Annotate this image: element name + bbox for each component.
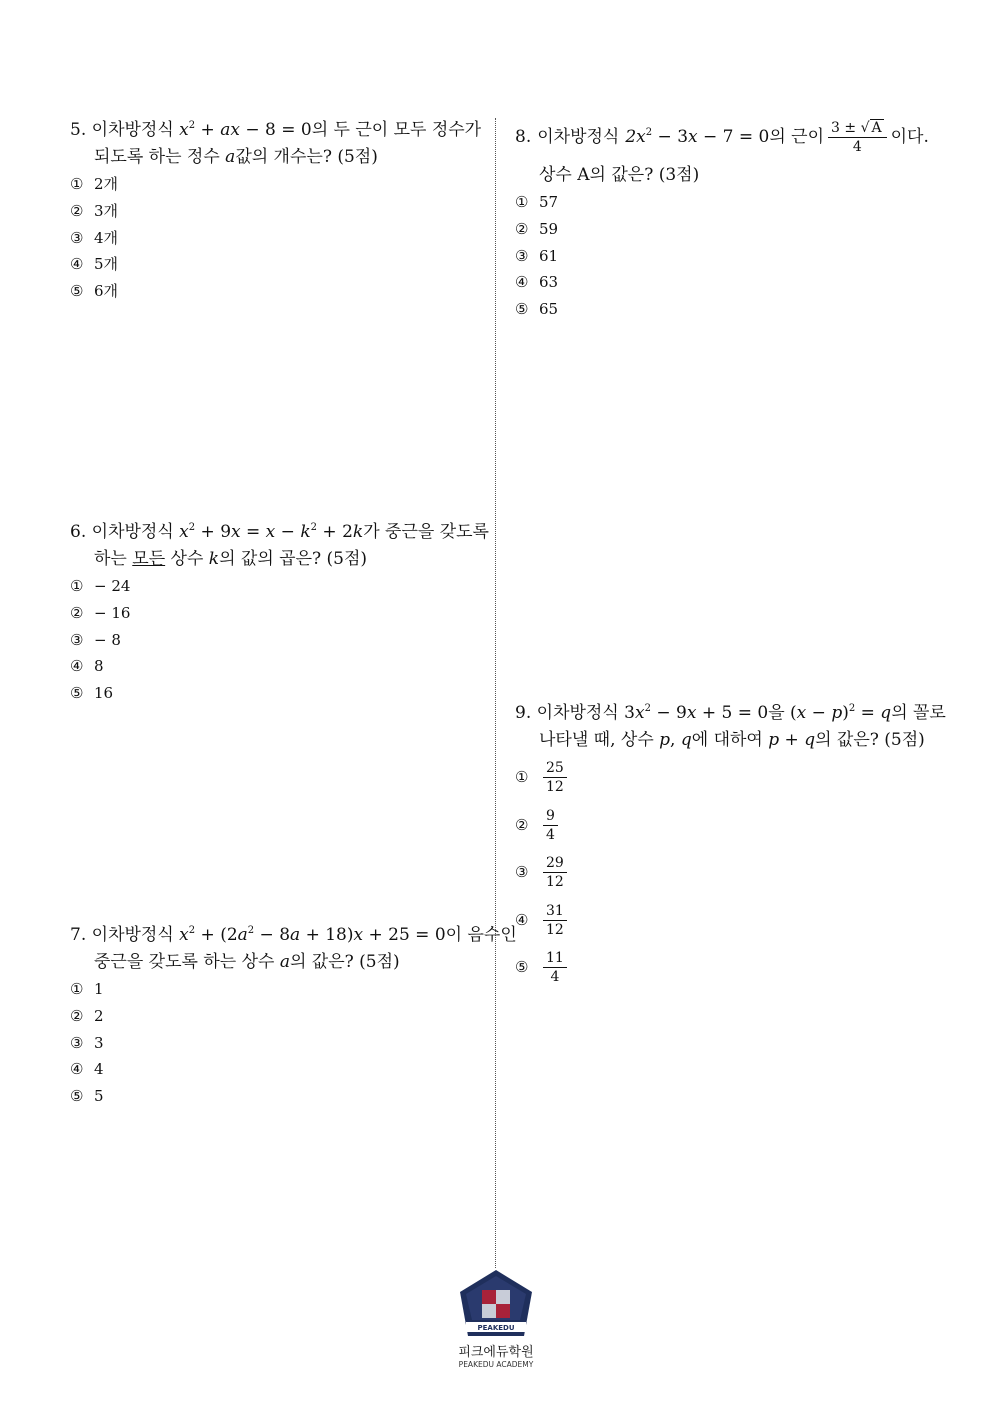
- option-5[interactable]: ⑤ 6개: [70, 282, 119, 301]
- question-5: [70, 117, 481, 305]
- option-5[interactable]: ⑤ 65: [515, 300, 559, 319]
- option-2[interactable]: ② 3개: [70, 201, 119, 220]
- option-2[interactable]: ② − 16: [70, 603, 131, 622]
- question-text: 이차방정식: [91, 120, 174, 140]
- question-number: 8.: [515, 126, 532, 147]
- option-1[interactable]: ① 1: [70, 980, 104, 998]
- question-text: 하는: [94, 549, 127, 569]
- question-text: 의 근이: [769, 126, 825, 147]
- question-text: 이차방정식: [91, 522, 174, 542]
- question-text: 의 값은? (5점): [815, 730, 925, 750]
- option-3[interactable]: ③ 4개: [70, 228, 119, 247]
- question-text: 되도록 하는 정수: [94, 147, 220, 167]
- question-9: [515, 700, 946, 992]
- peakedu-logo-icon: [458, 1268, 534, 1338]
- question-text: 에 대하여: [691, 730, 763, 750]
- option-1[interactable]: ① 2개: [70, 175, 119, 193]
- variable: a: [279, 952, 290, 972]
- equation: $(x - p)^2 = q$: [790, 703, 892, 723]
- question-number: 5.: [70, 120, 87, 140]
- option-2[interactable]: ② 59: [515, 219, 559, 238]
- option-5[interactable]: ⑤ 16: [70, 684, 114, 703]
- question-text: 상수: [170, 549, 204, 569]
- option-2[interactable]: ② $\frac{9}{4}$: [515, 802, 946, 850]
- question-7: [70, 922, 517, 1110]
- equation: $x^2$ + ax − 8 = 0: [179, 120, 312, 140]
- logo-banner: PEAKEDU: [477, 1324, 515, 1332]
- root-fraction: $\frac{3 \pm √ A}{4}$: [828, 119, 887, 156]
- option-4[interactable]: ④ $\frac{31}{12}$: [515, 897, 946, 945]
- option-4[interactable]: ④ 8: [70, 657, 104, 676]
- question-text: 중근을 갖도록 하는 상수: [94, 952, 275, 972]
- question-8: [515, 116, 929, 323]
- option-5[interactable]: ⑤ $\frac{11}{4}$: [515, 944, 946, 992]
- question-text: 의 값은? (5점): [289, 952, 400, 972]
- equation: $3x^2 - 9x + 5 = 0$: [624, 703, 769, 723]
- option-3[interactable]: ③ − 8: [70, 630, 121, 649]
- option-2[interactable]: ② 2: [70, 1006, 104, 1025]
- option-3[interactable]: ③ 3: [70, 1033, 104, 1052]
- option-1[interactable]: ① − 24: [70, 577, 131, 595]
- option-3[interactable]: ③ $\frac{29}{12}$: [515, 849, 946, 897]
- variable: k: [208, 549, 220, 569]
- question-text: 이차방정식: [91, 925, 174, 945]
- question-text: 의 값의 곱은? (5점): [219, 549, 368, 569]
- equation: $2x^2 - 3x - 7 = 0$: [625, 126, 770, 147]
- option-3[interactable]: ③ 61: [515, 246, 559, 265]
- option-1[interactable]: ① $\frac{25}{12}$: [515, 754, 946, 802]
- option-4[interactable]: ④ 63: [515, 273, 559, 292]
- question-text: 이차방정식: [536, 703, 619, 723]
- question-number: 7.: [70, 925, 87, 945]
- equation: $x^2 + (2a^2 - 8a + 18)x + 25 = 0$: [179, 925, 446, 945]
- option-4[interactable]: ④ 5개: [70, 255, 119, 274]
- question-text: 값의 개수는? (5점): [235, 147, 378, 167]
- question-number: 9.: [515, 703, 532, 723]
- option-1[interactable]: ① 57: [515, 193, 559, 211]
- question-text: 가 중근을 갖도록: [363, 522, 489, 542]
- question-text: 나타낼 때, 상수: [539, 730, 654, 750]
- question-text: 이 음수인: [445, 925, 517, 945]
- question-text: 상수 A의 값은? (3점): [539, 165, 700, 185]
- academy-name: 피크에듀학원: [458, 1345, 534, 1360]
- variable: p, q: [659, 730, 692, 750]
- question-text: 이차방정식: [537, 126, 620, 147]
- underlined-text: 모든: [132, 549, 166, 569]
- question-number: 6.: [70, 522, 87, 542]
- expression: p + q: [768, 730, 816, 750]
- question-text: 의 두 근이 모두 정수가: [311, 120, 482, 140]
- question-text: 의 꼴로: [891, 703, 946, 723]
- question-text: 을: [768, 703, 785, 723]
- variable: a: [225, 147, 236, 167]
- question-6: [70, 519, 489, 707]
- option-4[interactable]: ④ 4: [70, 1060, 104, 1079]
- equation: $x^2 + 9x = x - k^2 + 2k$: [179, 522, 364, 542]
- question-text: 이다.: [890, 126, 929, 147]
- option-5[interactable]: ⑤ 5: [70, 1087, 104, 1106]
- academy-subtitle: PEAKEDU ACADEMY: [458, 1360, 534, 1369]
